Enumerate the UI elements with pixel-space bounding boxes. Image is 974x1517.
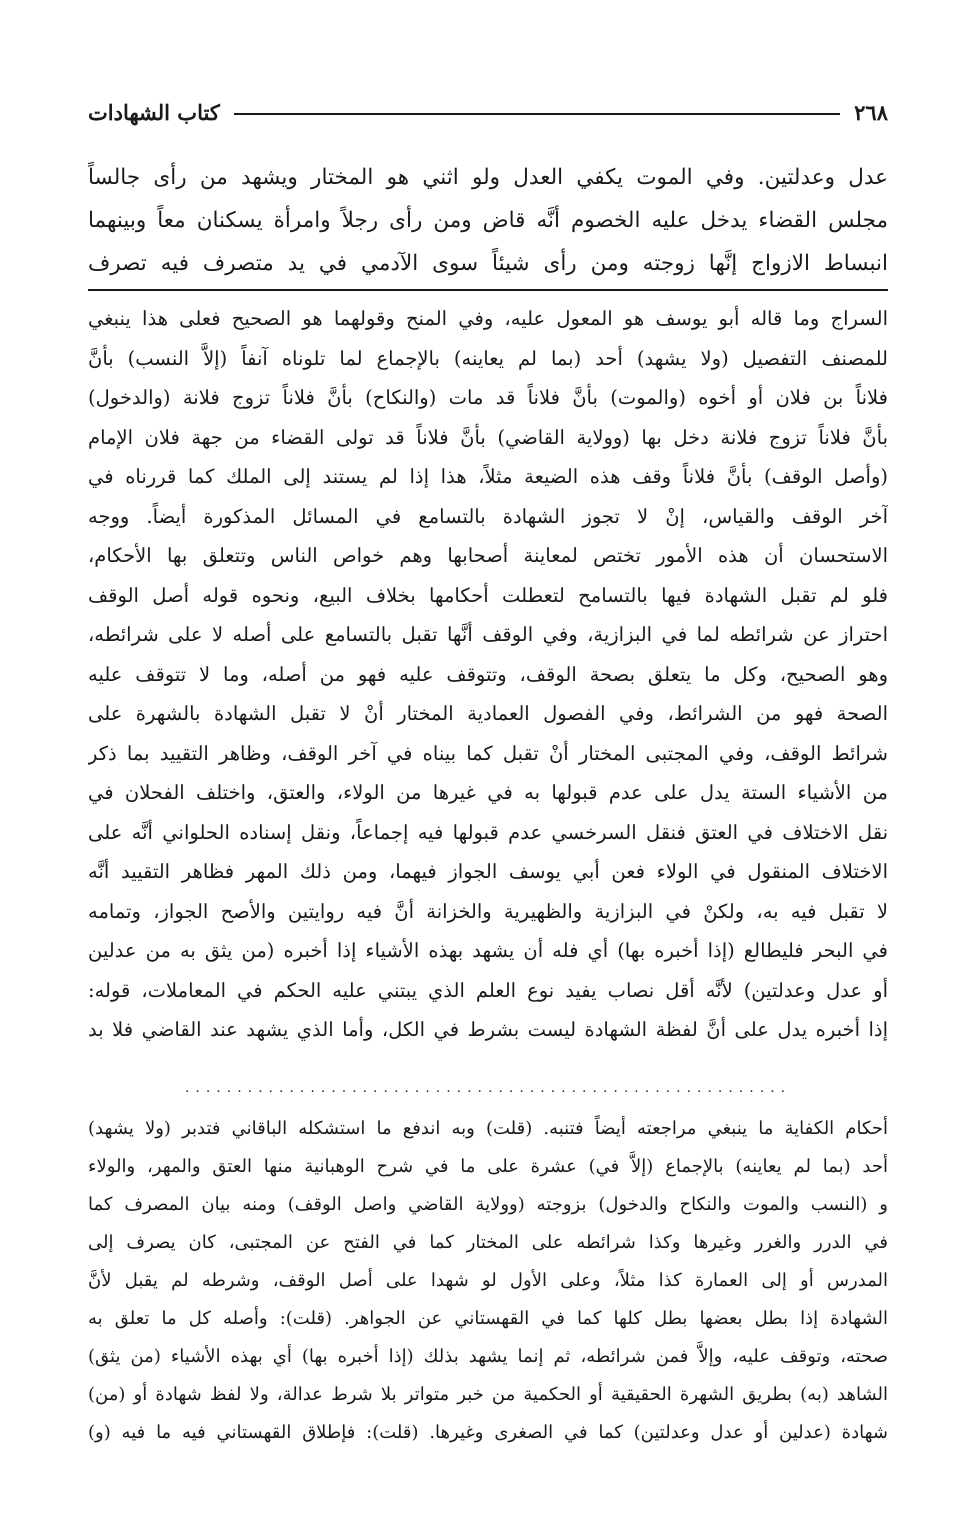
sharh-line: شرائط الوقف، وفي المجتبى المختار أنْ تقبل كما بيناه في آخر الوقف، وظاهر التقييد بما ذكر xyxy=(88,741,888,765)
hashiya-line: شهادة (عدلين أو عدل وعدلتين) كما في الصغرى وغيرها. (قلت): فإطلاق القهستاني فيه ما فيه (و) xyxy=(88,1421,888,1443)
sharh-line: من الأشياء الستة يدل على عدم قبولها به في غيرها من الولاء، والعتق، واختلف الفحلان في xyxy=(88,781,888,804)
matn-line: انبساط الازواج إنَّها زوجته ومن رأى شيئاً سوى الآدمي في يد متصرف فيه تصرف xyxy=(88,251,888,276)
sharh-line: الاختلاف المنقول في الولاء فعن أبي يوسف الجواز فيهما، ومن ذلك المهر فظاهر التقييد أنَّه xyxy=(88,860,888,883)
sharh-line: وهو الصحيح، وكل ما يتعلق بصحة الوقف، وتتوقف عليه فهو من أصله، وما لا تتوقف عليه xyxy=(88,662,888,686)
sharh-line: (وأصل الوقف) بأنَّ فلاناً وقف هذه الضيعة مثلاً، هذا إذا لم يستند إلى الملك كما قررناه في xyxy=(88,465,888,488)
sharh-line: فلاناً بن فلان أو أخوه (والموت) بأنَّ فلاناً قد مات (والنكاح) بأنَّ فلاناً تزوج فلانة (والدخول) xyxy=(88,386,888,409)
hashiya-line: المدرس أو إلى العمارة كذا مثلاً، وعلى الأول لو شهدا على أصل الوقف، وشرطه لم يقبل لأنَّ xyxy=(88,1269,888,1291)
book-title: كتاب الشهادات xyxy=(88,99,220,125)
page-number: ٢٦٨ xyxy=(854,99,888,125)
commentary-sharh xyxy=(88,299,888,1050)
header-rule xyxy=(234,113,840,115)
sharh-line: لا تقبل فيه به، ولكنْ في البزازية والظهيرية والخزانة أنَّ فيه روايتين والأصح الجواز، وتمامه xyxy=(88,899,888,923)
sharh-line: نقل الاختلاف في العتق فنقل السرخسي عدم قبولها فيه إجماعاً، ونقل إسناده الحلواني أنَّه على xyxy=(88,820,888,844)
hashiya-line: الشهادة إذا بطل بعضها بطل كلها كما في القهستاني عن الجواهر. (قلت): وأصله كل ما تعلق به xyxy=(88,1307,888,1329)
hashiya-line: الشاهد (به) بطريق الشهرة الحقيقية أو الحكمية من خبر متواتر بلا شرط عدالة، ولا لفظ شهادة أو (من) xyxy=(88,1383,888,1405)
hashiya-line: أحكام الكفاية ما ينبغي مراجعته أيضاً فتنبه. (قلت) وبه اندفع ما استشكله الباقاني فتدبر (ولا يشهد) xyxy=(88,1117,888,1139)
sharh-line: في البحر فليطالع (إذا أخبره بها) أي فله أن يشهد بهذه الأشياء إذا أخبره (من يثق به من عدلين xyxy=(88,939,888,962)
sharh-line: السراج وما قاله أبو يوسف هو المعول عليه، وفي المنح وقولهما هو الصحيح فعلى هذا ينبغي xyxy=(88,307,888,330)
sharh-line: إذا أخبره يدل على أنَّ لفظة الشهادة ليست بشرط في الكل، وأما الذي يشهد عند القاضي فلا بد xyxy=(88,1018,888,1041)
hashiya-line: و (النسب والموت والنكاح والدخول) بزوجته (وولاية القاضي واصل الوقف) ومنه بيان المصرف كما xyxy=(88,1193,888,1215)
sharh-line: أو عدل وعدلتين) لأنَّه أقل نصاب يفيد نوع العلم الذي يبتني عليه الحكم في المعاملات، قوله: xyxy=(88,978,888,1002)
main-text-matn xyxy=(88,156,888,285)
hashiya-line: في الدرر والغرر وغيرها وكذا شرائطه على المختار كما في الفتح عن المجتبى، كان يصرف إلى xyxy=(88,1231,888,1253)
book-page xyxy=(88,92,888,1452)
matn-line: عدل وعدلتين. وفي الموت يكفي العدل ولو اثني هو المختار ويشهد من رأى جالساً xyxy=(88,165,888,190)
sharh-line: آخر الوقف والقياس، إنْ لا تجوز الشهادة بالتسامع في المسائل المذكورة أيضاً. ووجه xyxy=(88,504,888,528)
sharh-line: الاستحسان أن هذه الأمور تختص لمعاينة أصحابها وهم خواص الناس وتتعلق بها الأحكام، xyxy=(88,544,888,567)
hashiya-line: أحد (بما لم يعاينه) بالإجماع (إلاَّ في) عشرة على ما في شرح الوهبانية منها العتق والمهر، والولاء xyxy=(88,1155,888,1177)
matn-line: مجلس القضاء يدخل عليه الخصوم أنَّه قاض ومن رأى رجلاً وامرأة يسكنان معاً وبينهما xyxy=(88,208,888,233)
hashiya-line: صحته، وتوقف عليه، وإلاَّ فمن شرائطه، ثم إنما يشهد بذلك (إذا أخبره بها) أي بهذه الأشياء (من يثق) xyxy=(88,1345,888,1367)
sharh-line: فلو لم تقبل الشهادة فيها بالتسامح لتعطلت أحكامها بخلاف البيع، ونحوه قوله أصل الوقف xyxy=(88,583,888,607)
running-header xyxy=(88,92,888,132)
sharh-line: بأنَّ فلاناً تزوج فلانة دخل بها (وولاية القاضي) بأنَّ فلاناً قد تولى القضاء من جهة فلان الإمام xyxy=(88,425,888,449)
sharh-line: احتراز عن شرائطه لما في البزازية، وفي الوقف أنَّها تقبل بالتسامع على أصله لا على شرائطه، xyxy=(88,623,888,646)
marginal-notes-hashiya xyxy=(88,1110,888,1452)
sharh-line: الصحة فهو من الشرائط، وفي الفصول العمادية المختار أنْ لا تقبل الشهادة بالشهرة على xyxy=(88,702,888,725)
matn-separator-rule xyxy=(88,289,888,291)
sharh-line: للمصنف التفصيل (ولا يشهد) أحد (بما لم يعاينه) بالإجماع لما تلوناه آنفاً (إلاَّ النسب) بأنَّ xyxy=(88,346,888,370)
footnote-separator: .......................................................... xyxy=(184,1079,792,1096)
